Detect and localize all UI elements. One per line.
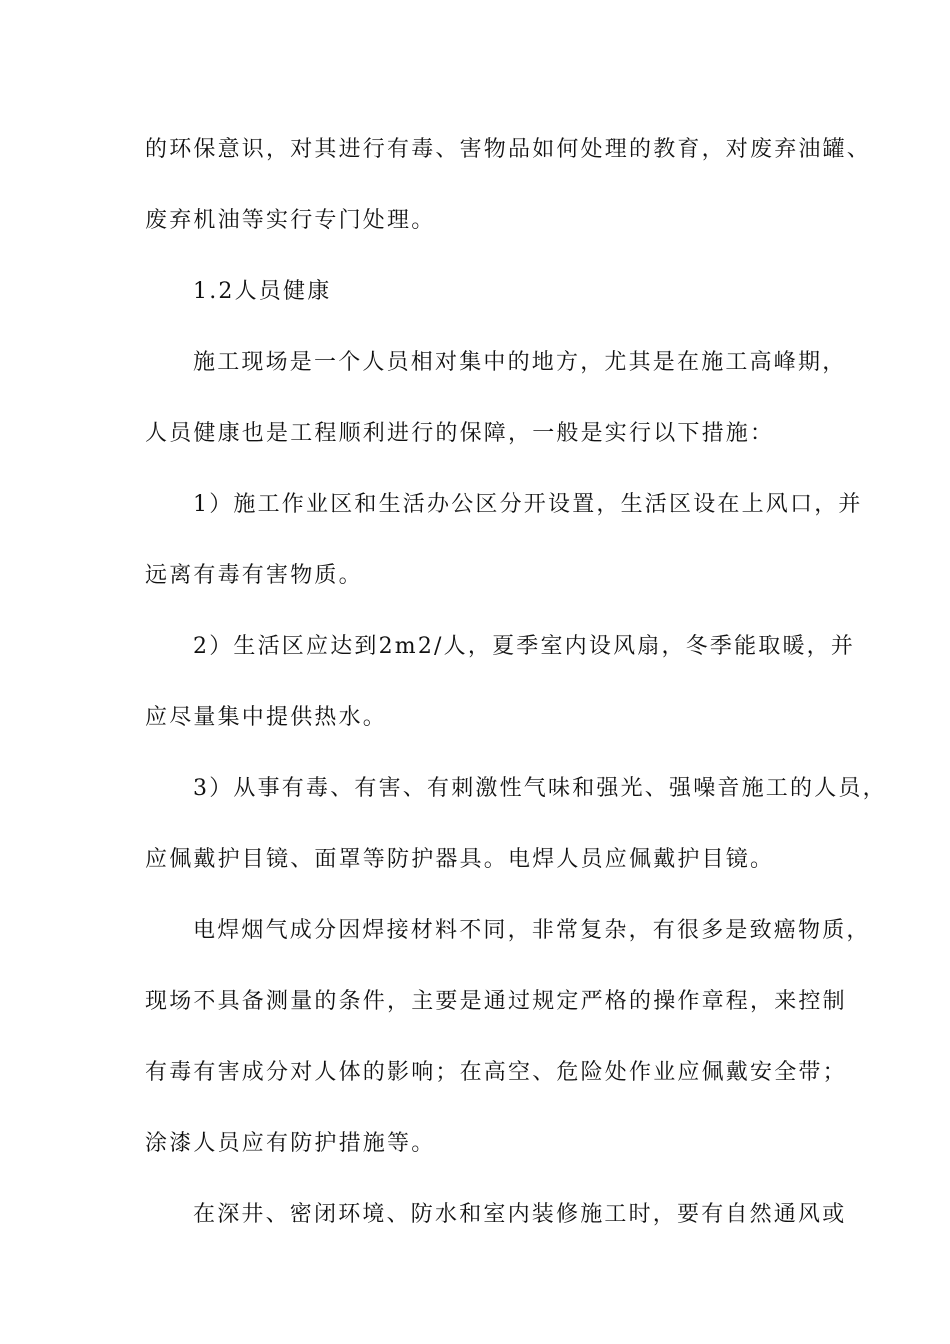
section-heading: 1.2人员健康 [193, 279, 332, 304]
text-line: 的环保意识，对其进行有毒、害物品如何处理的教育，对废弃油罐、 [145, 137, 872, 162]
text-line: 电焊烟气成分因焊接材料不同，非常复杂，有很多是致癌物质， [193, 918, 871, 943]
text-line: 现场不具备测量的条件，主要是通过规定严格的操作章程，来控制 [145, 989, 847, 1014]
text-line: 有毒有害成分对人体的影响；在高空、危险处作业应佩戴安全带； [145, 1060, 847, 1085]
list-item: 1）施工作业区和生活办公区分开设置，生活区设在上风口，并 [193, 492, 863, 517]
body-text [145, 132, 887, 1268]
text-line: 涂漆人员应有防护措施等。 [145, 1131, 436, 1156]
text-line: 废弃机油等实行专门处理。 [145, 208, 436, 233]
text-line: 在深井、密闭环境、防水和室内装修施工时，要有自然通风或 [193, 1202, 847, 1227]
text-line: 人员健康也是工程顺利进行的保障，一般是实行以下措施： [145, 421, 775, 446]
text-line: 应尽量集中提供热水。 [145, 705, 388, 730]
list-item: 3）从事有毒、有害、有刺激性气味和强光、强噪音施工的人员， [193, 776, 887, 801]
list-item: 2）生活区应达到2m2/人，夏季室内设风扇，冬季能取暖，并 [193, 634, 856, 659]
text-line: 应佩戴护目镜、面罩等防护器具。电焊人员应佩戴护目镜。 [145, 847, 775, 872]
text-line: 远离有毒有害物质。 [145, 563, 363, 588]
text-line: 施工现场是一个人员相对集中的地方，尤其是在施工高峰期， [193, 350, 847, 375]
